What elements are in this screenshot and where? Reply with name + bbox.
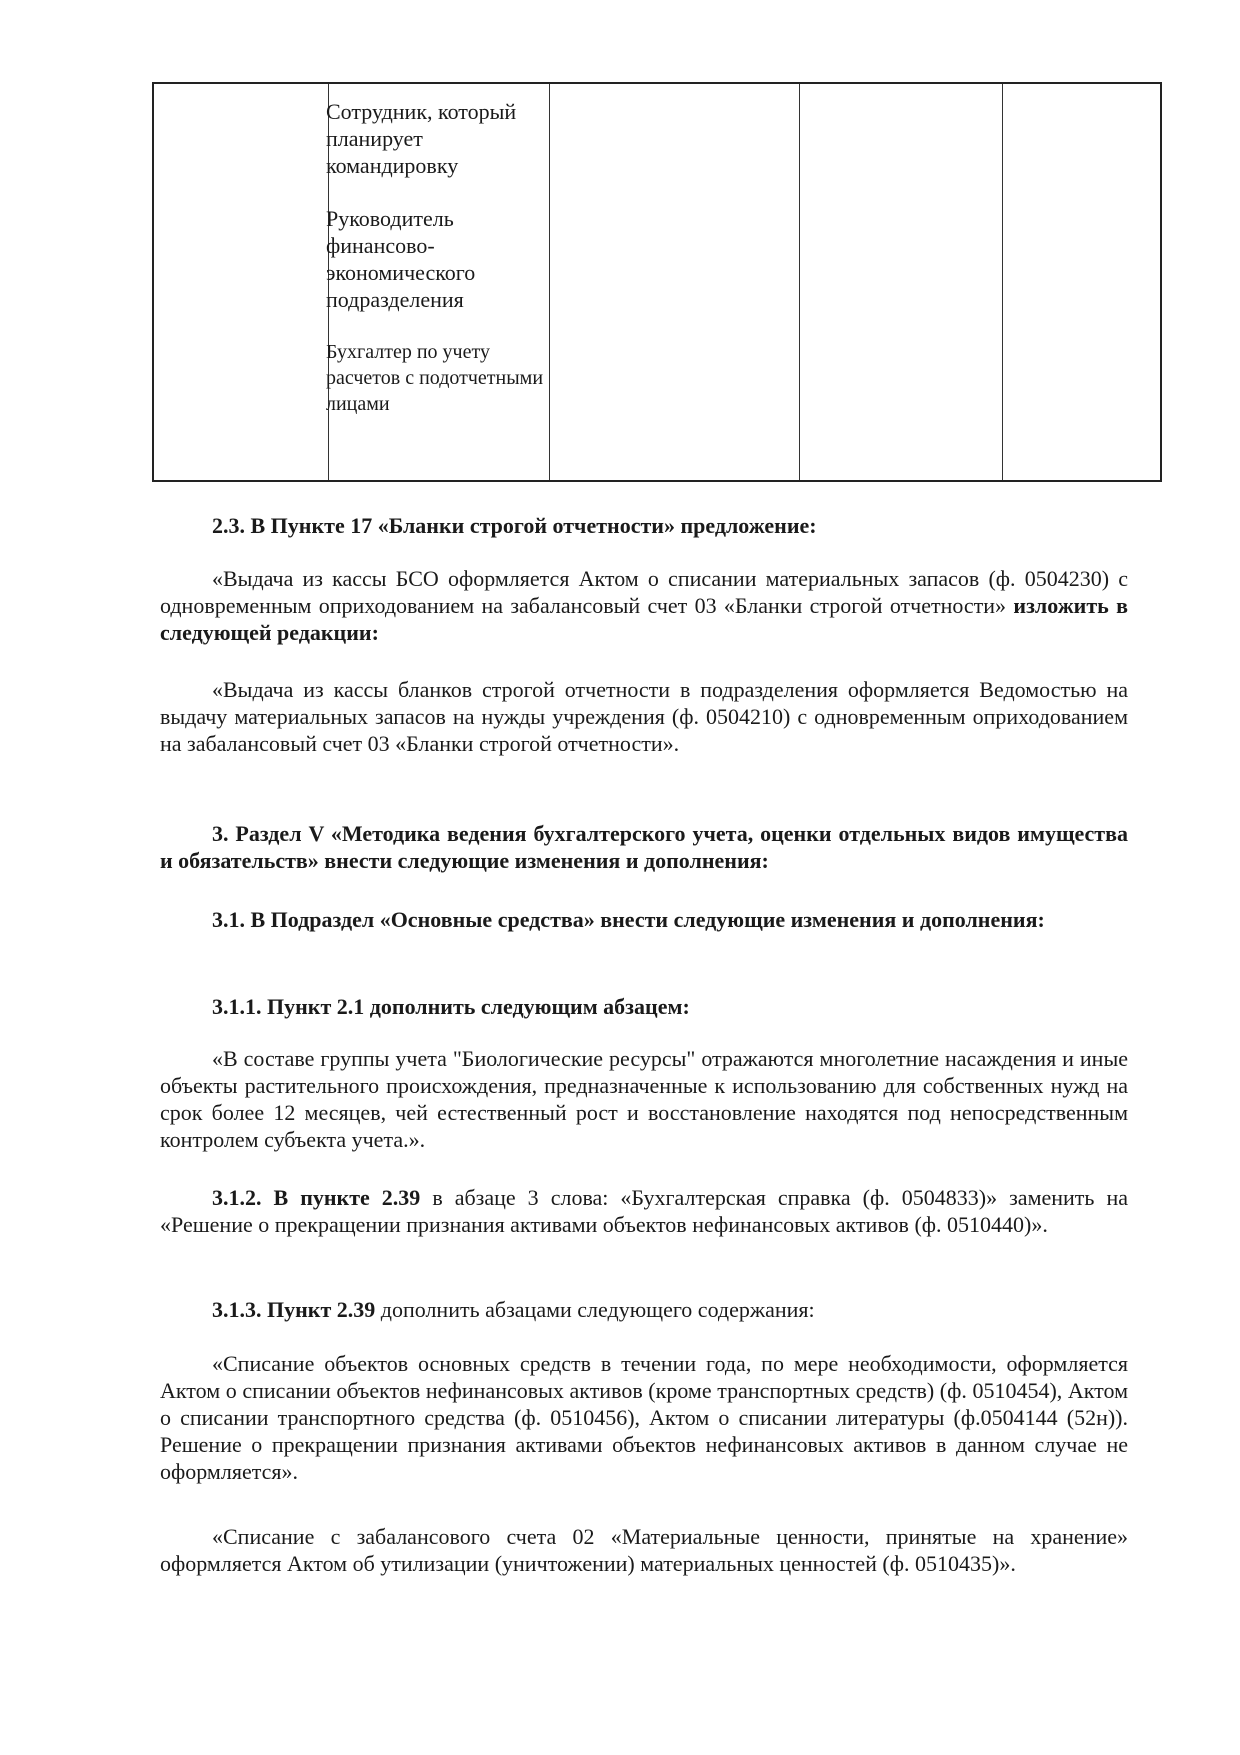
responsibility-table — [152, 82, 1162, 482]
section-3-1-2-paragraph — [160, 1184, 1128, 1238]
table-column-divider — [799, 84, 800, 480]
section-3-1-3-heading — [160, 1296, 1128, 1323]
section-3-1-3-paragraph-2: «Списание с забалансового счета 02 «Материальные ценности, принятые на хранение» оформляется Актом об утилизации (уничтожении) материальных ценностей (ф. 0510435)». — [160, 1524, 1128, 1576]
section-3-1-3-paragraph-1: «Списание объектов основных средств в течении года, по мере необходимости, оформляется Актом о списании объектов нефинансовых активов (кроме транспортных средств) (ф. 0510454), Актом о списании транспортного средства (ф. 0510456), Актом о списании литературы (ф.0504144 (52н)). Решение о прекращении признания активами объектов нефинансовых активов в данном случае не оформляется». — [160, 1351, 1128, 1484]
table-column-divider — [1002, 84, 1003, 480]
table-column-divider — [549, 84, 550, 480]
section-3-1-1-heading: 3.1.1. Пункт 2.1 дополнить следующим абзацем: — [212, 994, 690, 1019]
role-employee: Сотрудник, который планирует командировку — [326, 99, 517, 178]
section-2-3-paragraph-1 — [160, 565, 1128, 646]
section-3-1-3-lead: 3.1.3. Пункт 2.39 — [212, 1297, 376, 1322]
section-3-1-3-text: дополнить абзацами следующего содержания: — [375, 1297, 815, 1322]
section-2-3-heading: 2.3. В Пункте 17 «Бланки строгой отчетности» предложение: — [212, 513, 817, 538]
role-accountant: Бухгалтер по учету расчетов с подотчетными лицами — [326, 341, 544, 415]
section-3-heading: 3. Раздел V «Методика ведения бухгалтерского учета, оценки отдельных видов имущества и обязательств» внести следующие изменения и дополнения: — [160, 821, 1128, 873]
section-3-1-2-lead: 3.1.2. В пункте 2.39 — [212, 1185, 421, 1210]
section-2-3-p1-bold: изложить в следующей редакции: — [160, 593, 1128, 645]
section-2-3-paragraph-2: «Выдача из кассы бланков строгой отчетности в подразделения оформляется Ведомостью на выдачу материальных запасов на нужды учреждения (ф. 0504210) с одновременным оприходованием на забалансовый счет 03 «Бланки строгой отчетности». — [160, 677, 1128, 756]
section-2-3-p1-text: «Выдача из кассы БСО оформляется Актом о списании материальных запасов (ф. 0504230) с одновременным оприходованием на забалансовый счет 03 «Бланки строгой отчетности» — [160, 566, 1128, 618]
table-cell-roles — [326, 98, 546, 417]
section-3-1-1-paragraph: «В составе группы учета "Биологические ресурсы" отражаются многолетние насаждения и иные объекты растительного происхождения, предназначенные к использованию для собственных нужд на срок более 12 месяцев, чей естественный рост и восстановление находятся под непосредственным контролем субъекта учета.». — [160, 1046, 1128, 1152]
section-3-1-heading: 3.1. В Подраздел «Основные средства» внести следующие изменения и дополнения: — [212, 907, 1045, 932]
section-3-1-2-text: в абзаце 3 слова: «Бухгалтерская справка (ф. 0504833)» заменить на «Решение о прекращении признания активами объектов нефинансовых активов (ф. 0510440)». — [160, 1185, 1128, 1237]
role-finance-head: Руководитель финансово-экономического подразделения — [326, 206, 476, 312]
